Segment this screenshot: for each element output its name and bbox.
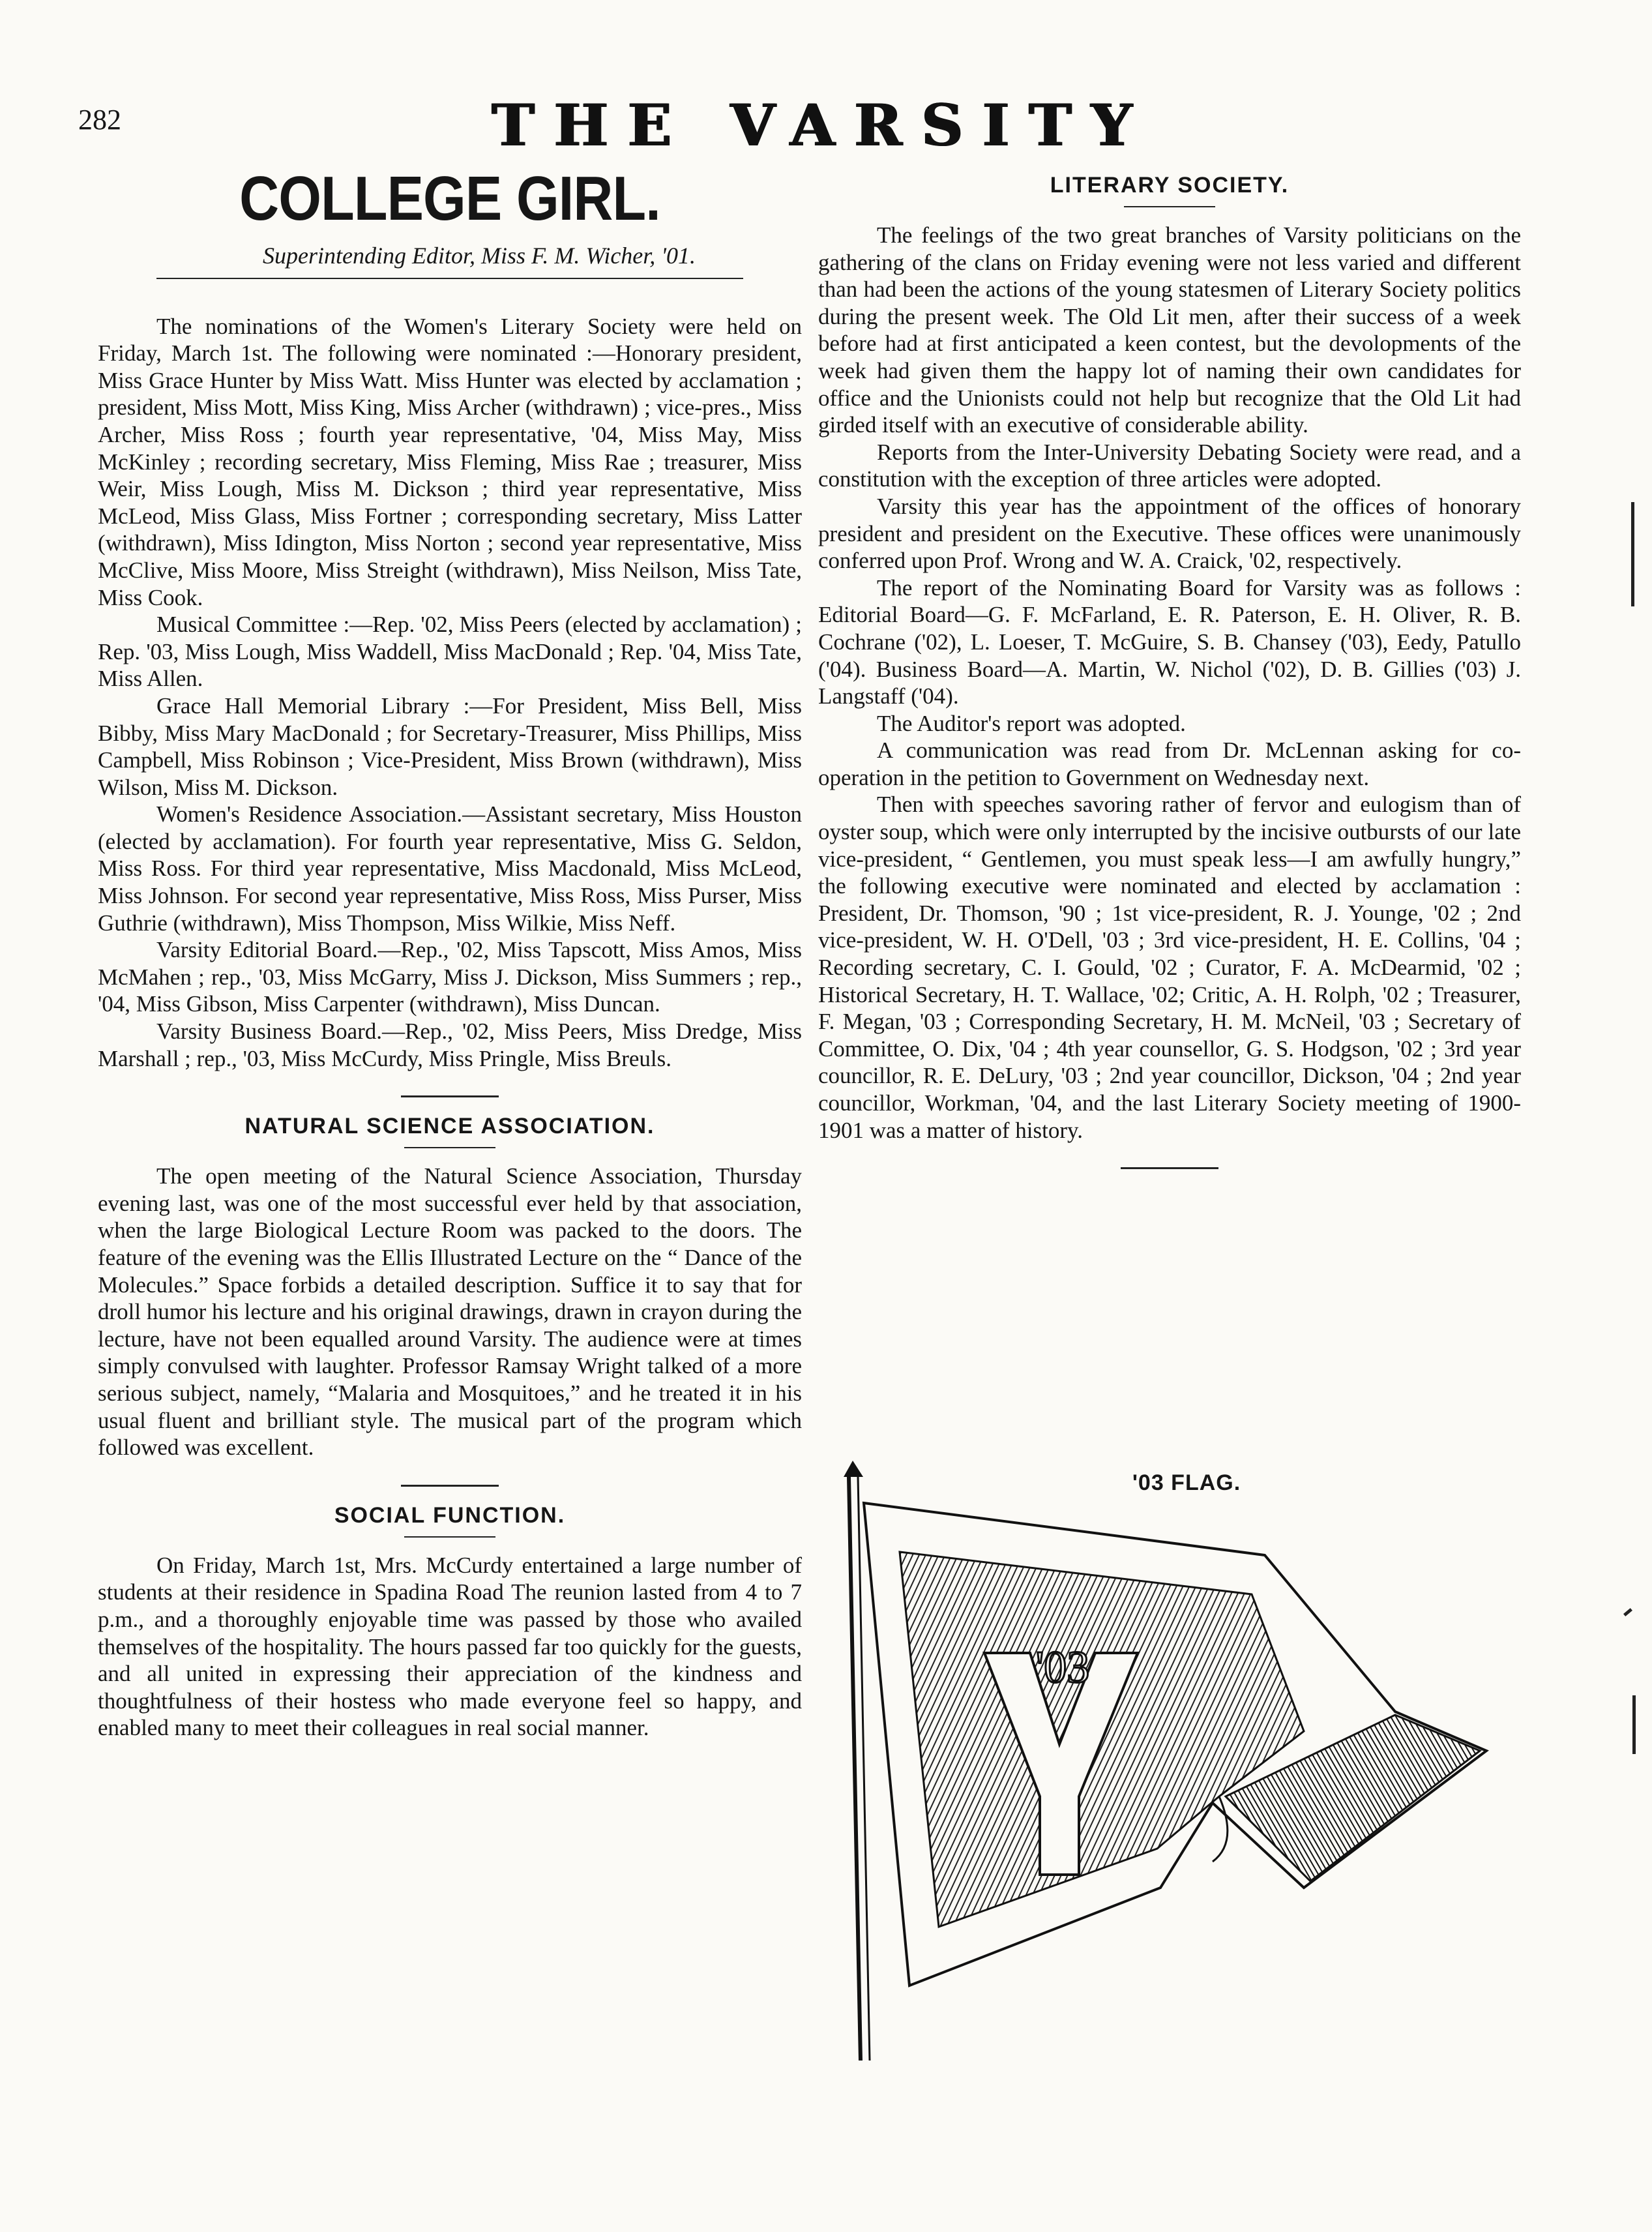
flag-pole <box>844 1461 870 2061</box>
college-girl-title: COLLEGE GIRL. <box>239 164 660 233</box>
section-separator <box>1121 1167 1218 1169</box>
flag-illustration <box>834 1457 1499 2064</box>
literary-paragraph: Then with speeches savoring rather of fervor and eulogism than of oyster soup, which were only interrupted by the incisive outbursts of our late vice-president, “ Gentlemen, you must speak less—I am awfully hungry,” the following executive were nominated and elected by acclamation : President, Dr. Thomson, '90 ; 1st vice-president, R. J. Younge, '02 ; 2nd vice-president, W. H. O'Dell, '03 ; 3rd vice-president, H. E. Collins, '04 ; Recording secretary, C. I. Gould, '02 ; Curator, F. A. McDearmid, '02 ; Historical Secretary, H. T. Wallace, '02; Critic, A. H. Rolph, '02 ; Treasurer, F. Megan, '03 ; Corresponding Secretary, H. M. McNeil, '03 ; Secretary of Committee, O. Dix, '04 ; 4th year counsellor, G. S. Hodgson, '02 ; 3rd year councillor, R. E. DeLury, '03 ; 2nd year councillor, Dickson, '04 ; 2nd year councillor, Workman, '04, and the last Literary Society meeting of 1900-1901 was a matter of history. <box>818 792 1521 1143</box>
section-separator <box>401 1095 499 1097</box>
editor-line: Superintending Editor, Miss F. M. Wicher, '01. <box>262 243 696 269</box>
literary-paragraph: The feelings of the two great branches of Varsity politicians on the gathering of the clans on Friday evening were not less varied and different than had been the actions of the young statesmen of Literary Society politics during the present week. The Old Lit men, after their success of a week before had at first anticipated a keen contest, but the devolopments of the week had given them the happy lot of naming their own candidates for office and the Unionists could not help but recognize that the Old Lit had girded itself with an executive of considerable ability. <box>818 222 1521 438</box>
literary-paragraph: Reports from the Inter-University Debating Society were read, and a constitution with the exception of three articles were adopted. <box>818 439 1521 492</box>
editorial-board-paragraph: Varsity Editorial Board.—Rep., '02, Miss Tapscott, Miss Amos, Miss McMahen ; rep., '03, Miss McGarry, Miss J. Dickson, Miss Summers ; rep., '04, Miss Gibson, Miss Carpenter (withdrawn), Miss Duncan. <box>98 937 802 1017</box>
literary-paragraph: Varsity this year has the appointment of the offices of honorary president and president on the Executive. These offices were unanimously conferred upon Prof. Wrong and W. A. Craick, '02, respectively. <box>818 493 1521 574</box>
masthead-title: THE VARSITY <box>491 91 1152 159</box>
nominations-paragraph: The nominations of the Women's Literary Society were held on Friday, March 1st. The following were nominated :—Honorary president, Miss Grace Hunter by Miss Watt. Miss Hunter was elected by acclamation ; president, Miss Mott, Miss King, Miss Archer (withdrawn) ; vice-pres., Miss Archer, Miss Ross ; fourth year representative, '04, Miss May, Miss McKinley ; recording secretary, Miss Fleming, Miss Rae ; treasurer, Miss Weir, Miss Lough, Miss M. Dickson ; third year representative, Miss McLeod, Miss Glass, Miss Fortner ; corresponding secretary, Miss Latter (withdrawn), Miss Idington, Miss Norton ; second year representative, Miss McClive, Miss Moore, Miss Streight (withdrawn), Miss Neilson, Miss Tate, Miss Cook. <box>98 313 802 610</box>
library-paragraph: Grace Hall Memorial Library :—For President, Miss Bell, Miss Bibby, Miss Mary MacDonald ; for Secretary-Treasurer, Miss Phillips, Miss Campbell, Miss Robinson ; Vice-President, Miss Brown (withdrawn), Miss Wilson, Miss M. Dickson. <box>98 692 802 800</box>
title-rule <box>156 278 743 279</box>
social-function-heading: SOCIAL FUNCTION. <box>334 1502 566 1528</box>
literary-society-heading: LITERARY SOCIETY. <box>1050 173 1290 198</box>
heading-rule <box>1124 206 1215 207</box>
musical-committee-paragraph: Musical Committee :—Rep. '02, Miss Peers (elected by acclamation) ; Rep. '03, Miss Lough, Miss Waddell, Miss MacDonald ; Rep. '04, Miss Tate, Miss Allen. <box>98 612 802 692</box>
right-column <box>818 163 1521 1182</box>
heading-rule <box>404 1536 495 1538</box>
literary-paragraph: The report of the Nominating Board for Varsity was as follows : Editorial Board—G. F. McFarland, E. R. Paterson, E. H. Oliver, R. B. Cochrane ('02), L. Loeser, T. McGuire, S. B. Chansey ('03), Eedy, Patullo ('04). Business Board—A. Martin, W. Nichol ('02), D. B. Gillies ('03) J. Langstaff ('04). <box>818 574 1521 709</box>
residence-paragraph: Women's Residence Association.—Assistant secretary, Miss Houston (elected by acclamation). For fourth year representative, Miss G. Seldon, Miss Ross. For third year representative, Miss Macdonald, Miss McLeod, Miss Johnson. For second year representative, Miss Ross, Miss Purser, Miss Guthrie (withdrawn), Miss Thompson, Miss Wilkie, Miss Neff. <box>98 801 802 936</box>
literary-paragraph: A communication was read from Dr. McLennan asking for co-operation in the petition to Government on Wednesday next. <box>818 737 1521 790</box>
business-board-paragraph: Varsity Business Board.—Rep., '02, Miss Peers, Miss Dredge, Miss Marshall ; rep., '03, Miss McCurdy, Miss Pringle, Miss Breuls. <box>98 1019 802 1071</box>
flag-year: '03 <box>1035 1643 1090 1693</box>
left-column <box>98 163 802 1742</box>
social-function-paragraph: On Friday, March 1st, Mrs. McCurdy entertained a large number of students at their residence in Spadina Road The reunion lasted from 4 to 7 p.m., and a thoroughly enjoyable time was passed by those who availed themselves of the hospitality. The hours passed far too quickly for the guests, and all united in expressing their appreciation of the kindness and thoughtfulness of their hostess who made everyone feel so happy, and enabled many to meet their colleagues in real social manner. <box>98 1552 802 1741</box>
natural-science-heading: NATURAL SCIENCE ASSOCIATION. <box>244 1114 655 1139</box>
heading-rule <box>404 1147 495 1148</box>
natural-science-paragraph: The open meeting of the Natural Science Association, Thursday evening last, was one of the most successful ever held by that association, when the large Biological Lecture Room was packed to the doors. The feature of the evening was the Ellis Illustrated Lecture on the “ Dance of the Molecules.” Space forbids a detailed description. Suffice it to say that for droll humor his lecture and his original drawings, drawn in crayon during the lecture, have not been equalled around Varsity. The audience were at times simply convulsed with laughter. Professor Ramsay Wright talked of a more serious subject, namely, “Malaria and Mosquitoes,” and he treated it in his usual fluent and brilliant style. The musical part of the program which followed was excellent. <box>98 1163 802 1461</box>
margin-mark <box>1631 502 1634 606</box>
margin-mark <box>1632 1695 1636 1754</box>
section-separator <box>401 1485 499 1487</box>
margin-mark <box>1623 1608 1632 1616</box>
flag-caption: '03 FLAG. <box>1132 1470 1241 1495</box>
literary-paragraph: The Auditor's report was adopted. <box>877 710 1186 736</box>
page-number: 282 <box>78 104 121 136</box>
